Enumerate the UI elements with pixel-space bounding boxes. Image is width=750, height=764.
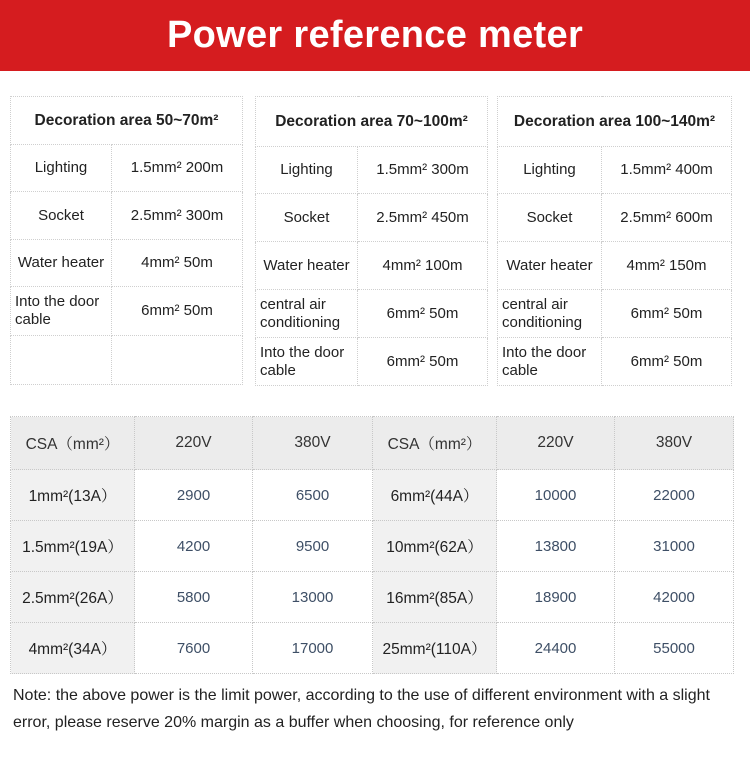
row-value: 1.5mm² 200m (112, 145, 243, 192)
csa-cell: 16mm²(85A） (373, 572, 497, 623)
row-value: 2.5mm² 300m (112, 192, 243, 240)
row-label: Into the door cable (256, 338, 358, 386)
power-cell: 55000 (615, 623, 734, 674)
row-label: Lighting (498, 147, 602, 194)
power-cell: 10000 (497, 470, 615, 521)
row-value: 2.5mm² 600m (602, 194, 732, 242)
cable-power-table (10, 416, 734, 674)
power-cell: 6500 (253, 470, 373, 521)
column-header: CSA（mm²） (11, 417, 135, 470)
power-cell: 17000 (253, 623, 373, 674)
power-cell: 4200 (135, 521, 253, 572)
title-banner (0, 0, 750, 71)
table-heading: Decoration area 70~100m² (256, 97, 488, 147)
csa-cell: 10mm²(62A） (373, 521, 497, 572)
csa-cell: 4mm²(34A） (11, 623, 135, 674)
row-label: Water heater (498, 242, 602, 290)
decoration-table-100-140 (497, 96, 732, 386)
table-row (11, 572, 734, 623)
column-header: 220V (135, 417, 253, 470)
column-header: 220V (497, 417, 615, 470)
csa-cell: 25mm²(110A） (373, 623, 497, 674)
page-title: Power reference meter (166, 14, 584, 56)
power-cell: 5800 (135, 572, 253, 623)
table-row (11, 623, 734, 674)
row-value: 4mm² 100m (358, 242, 488, 290)
row-value: 4mm² 50m (112, 240, 243, 287)
power-cell: 9500 (253, 521, 373, 572)
power-cell: 42000 (615, 572, 734, 623)
row-value: 6mm² 50m (112, 287, 243, 336)
decoration-table-70-100 (255, 96, 488, 386)
row-value (112, 336, 243, 385)
csa-cell: 1mm²(13A） (11, 470, 135, 521)
table-row (11, 521, 734, 572)
power-cell: 7600 (135, 623, 253, 674)
power-cell: 13000 (253, 572, 373, 623)
footnote: Note: the above power is the limit power, according to the use of different environment with a slight error, please reserve 20% margin as a buffer when choosing, for reference only (13, 687, 710, 731)
power-cell: 22000 (615, 470, 734, 521)
table-heading: Decoration area 100~140m² (498, 97, 732, 147)
row-label: Socket (498, 194, 602, 242)
column-header: 380V (615, 417, 734, 470)
row-label: central air conditioning (256, 290, 358, 338)
csa-cell: 2.5mm²(26A） (11, 572, 135, 623)
power-cell: 2900 (135, 470, 253, 521)
power-cell: 13800 (497, 521, 615, 572)
row-label: Lighting (11, 145, 112, 192)
row-value: 1.5mm² 400m (602, 147, 732, 194)
row-value: 6mm² 50m (602, 338, 732, 386)
row-label: Socket (11, 192, 112, 240)
csa-cell: 1.5mm²(19A） (11, 521, 135, 572)
table-row (11, 470, 734, 521)
row-value: 2.5mm² 450m (358, 194, 488, 242)
power-cell: 24400 (497, 623, 615, 674)
column-header: 380V (253, 417, 373, 470)
row-value: 6mm² 50m (602, 290, 732, 338)
row-label: central air conditioning (498, 290, 602, 338)
row-label: Into the door cable (11, 287, 112, 336)
row-label: Water heater (256, 242, 358, 290)
table-header-row (11, 417, 734, 470)
row-label: Water heater (11, 240, 112, 287)
power-cell: 18900 (497, 572, 615, 623)
decoration-table-50-70 (10, 96, 243, 385)
row-value: 6mm² 50m (358, 290, 488, 338)
row-label: Lighting (256, 147, 358, 194)
row-label: Socket (256, 194, 358, 242)
power-cell: 31000 (615, 521, 734, 572)
column-header: CSA（mm²） (373, 417, 497, 470)
row-label (11, 336, 112, 385)
row-label: Into the door cable (498, 338, 602, 386)
csa-cell: 6mm²(44A） (373, 470, 497, 521)
row-value: 1.5mm² 300m (358, 147, 488, 194)
row-value: 6mm² 50m (358, 338, 488, 386)
row-value: 4mm² 150m (602, 242, 732, 290)
table-heading: Decoration area 50~70m² (11, 97, 243, 145)
